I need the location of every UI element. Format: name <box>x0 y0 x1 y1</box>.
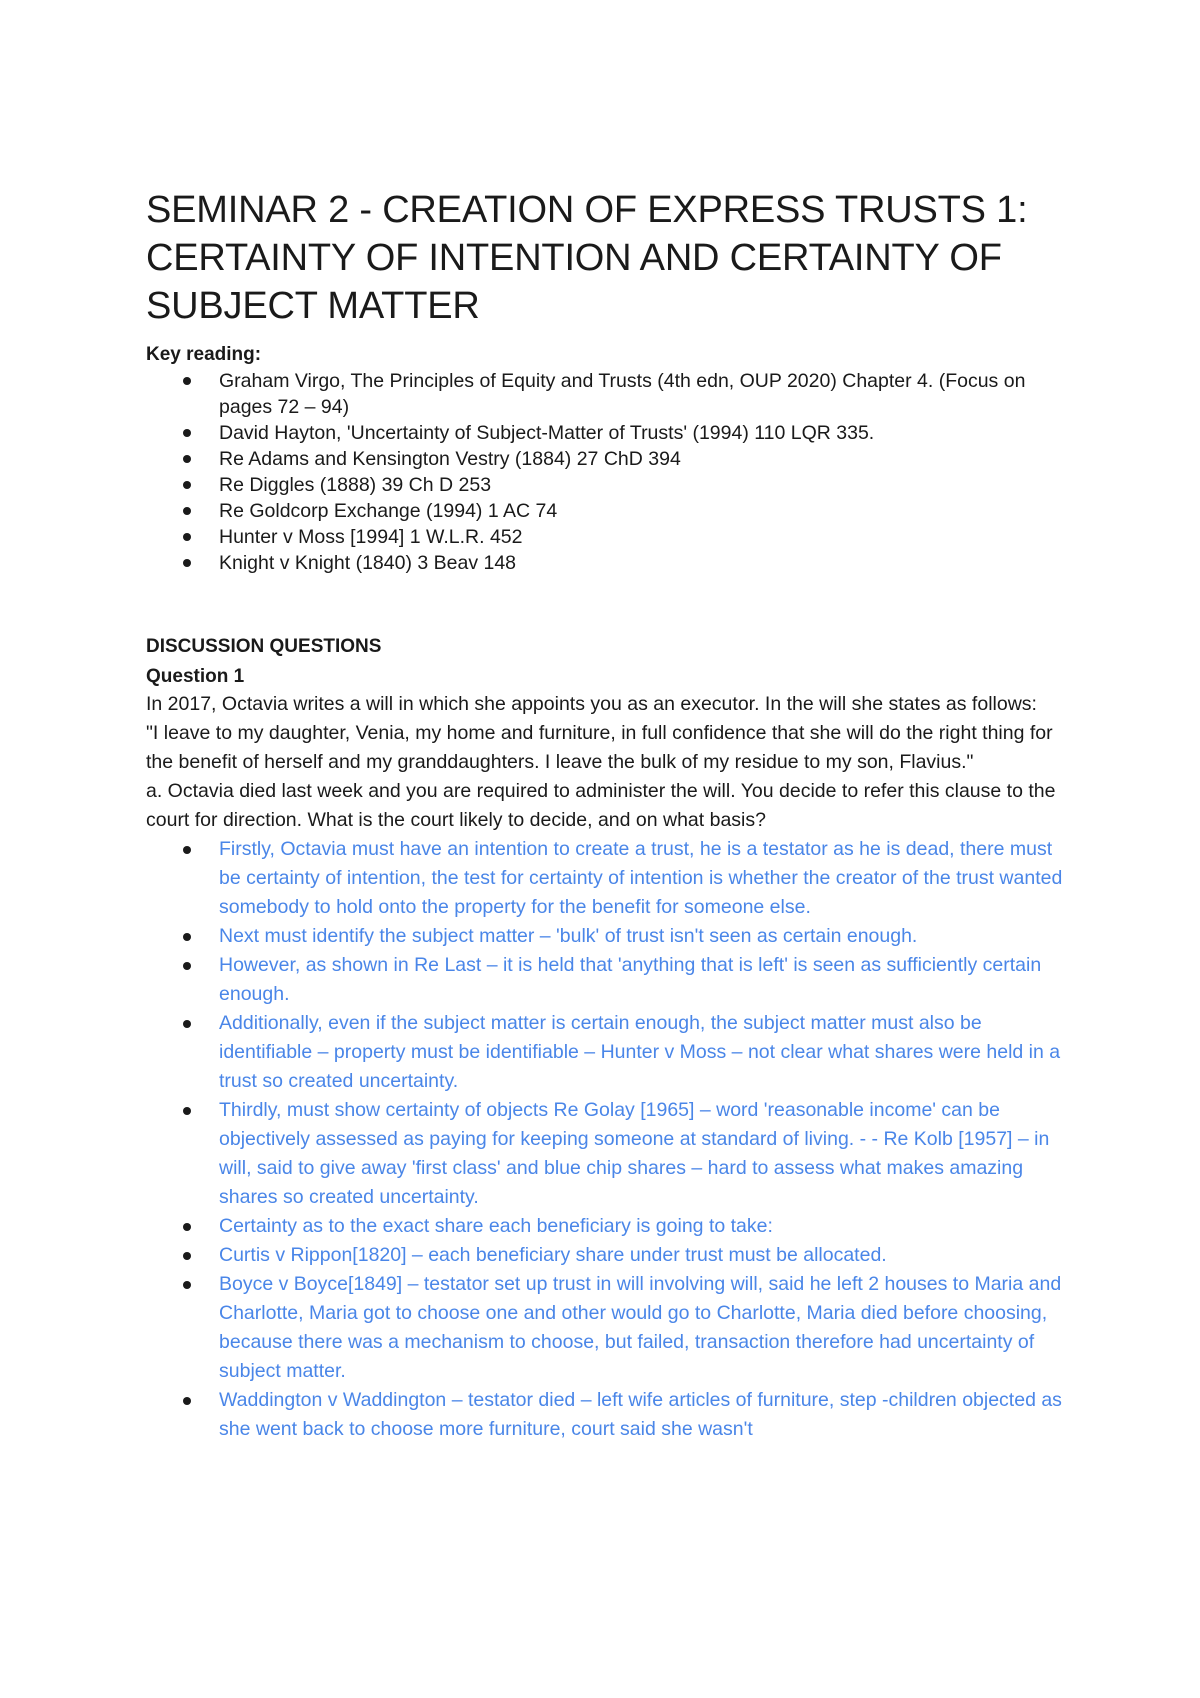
answer-item: Boyce v Boyce[1849] – testator set up trust in will involving will, said he left 2 houses to Maria and Charlotte, Maria got to choose one and other would go to Charlotte, Maria died before choosing, because there was a mechanism to choose, but failed, transaction therefore had uncertainty of subject matter. <box>219 1270 1066 1386</box>
list-item: Knight v Knight (1840) 3 Beav 148 <box>219 550 1066 576</box>
discussion-heading: DISCUSSION QUESTIONS <box>146 636 382 657</box>
document-page <box>146 186 1066 1444</box>
list-item: Graham Virgo, The Principles of Equity and Trusts (4th edn, OUP 2020) Chapter 4. (Focus on pages 72 – 94) <box>219 368 1066 420</box>
answer-item: However, as shown in Re Last – it is held that 'anything that is left' is seen as sufficiently certain enough. <box>219 951 1066 1009</box>
answer-item: Thirdly, must show certainty of objects Re Golay [1965] – word 'reasonable income' can be objectively assessed as paying for keeping someone at standard of living. - - Re Kolb [1957] – in will, said to give away 'first class' and blue chip shares – hard to assess what makes amazing shares so created uncertainty. <box>219 1096 1066 1212</box>
question-heading: Question 1 <box>146 666 245 687</box>
list-item: Hunter v Moss [1994] 1 W.L.R. 452 <box>219 524 1066 550</box>
question-part-a: a. Octavia died last week and you are required to administer the will. You decide to refer this clause to the court for direction. What is the court likely to decide, and on what basis? <box>146 780 1056 831</box>
section-gap <box>146 576 1066 634</box>
question-quote: "I leave to my daughter, Venia, my home and furniture, in full confidence that she will do the right thing for the benefit of herself and my granddaughters. I leave the bulk of my residue to my son, Flavius." <box>146 722 1053 773</box>
answer-list <box>146 835 1066 1444</box>
question-intro: In 2017, Octavia writes a will in which she appoints you as an executor. In the will she states as follows: <box>146 693 1037 715</box>
key-reading-list <box>146 368 1066 576</box>
answer-item: Waddington v Waddington – testator died – left wife articles of furniture, step -children objected as she went back to choose more furniture, court said she wasn't <box>219 1386 1066 1444</box>
answer-item: Additionally, even if the subject matter is certain enough, the subject matter must also be identifiable – property must be identifiable – Hunter v Moss – not clear what shares were held in a trust so created uncertainty. <box>219 1009 1066 1096</box>
answer-item: Certainty as to the exact share each beneficiary is going to take: <box>219 1212 1066 1241</box>
list-item: David Hayton, 'Uncertainty of Subject-Matter of Trusts' (1994) 110 LQR 335. <box>219 420 1066 446</box>
answer-item: Curtis v Rippon[1820] – each beneficiary share under trust must be allocated. <box>219 1241 1066 1270</box>
page-title: SEMINAR 2 - CREATION OF EXPRESS TRUSTS 1: CERTAINTY OF INTENTION AND CERTAINTY OF SUBJECT MATTER <box>146 189 1028 327</box>
answer-item: Firstly, Octavia must have an intention to create a trust, he is a testator as he is dead, there must be certainty of intention, the test for certainty of intention is whether the creator of the trust wanted somebody to hold onto the property for the benefit for someone else. <box>219 835 1066 922</box>
answer-item: Next must identify the subject matter – 'bulk' of trust isn't seen as certain enough. <box>219 922 1066 951</box>
list-item: Re Goldcorp Exchange (1994) 1 AC 74 <box>219 498 1066 524</box>
key-reading-label: Key reading: <box>146 344 262 365</box>
list-item: Re Diggles (1888) 39 Ch D 253 <box>219 472 1066 498</box>
list-item: Re Adams and Kensington Vestry (1884) 27 ChD 394 <box>219 446 1066 472</box>
